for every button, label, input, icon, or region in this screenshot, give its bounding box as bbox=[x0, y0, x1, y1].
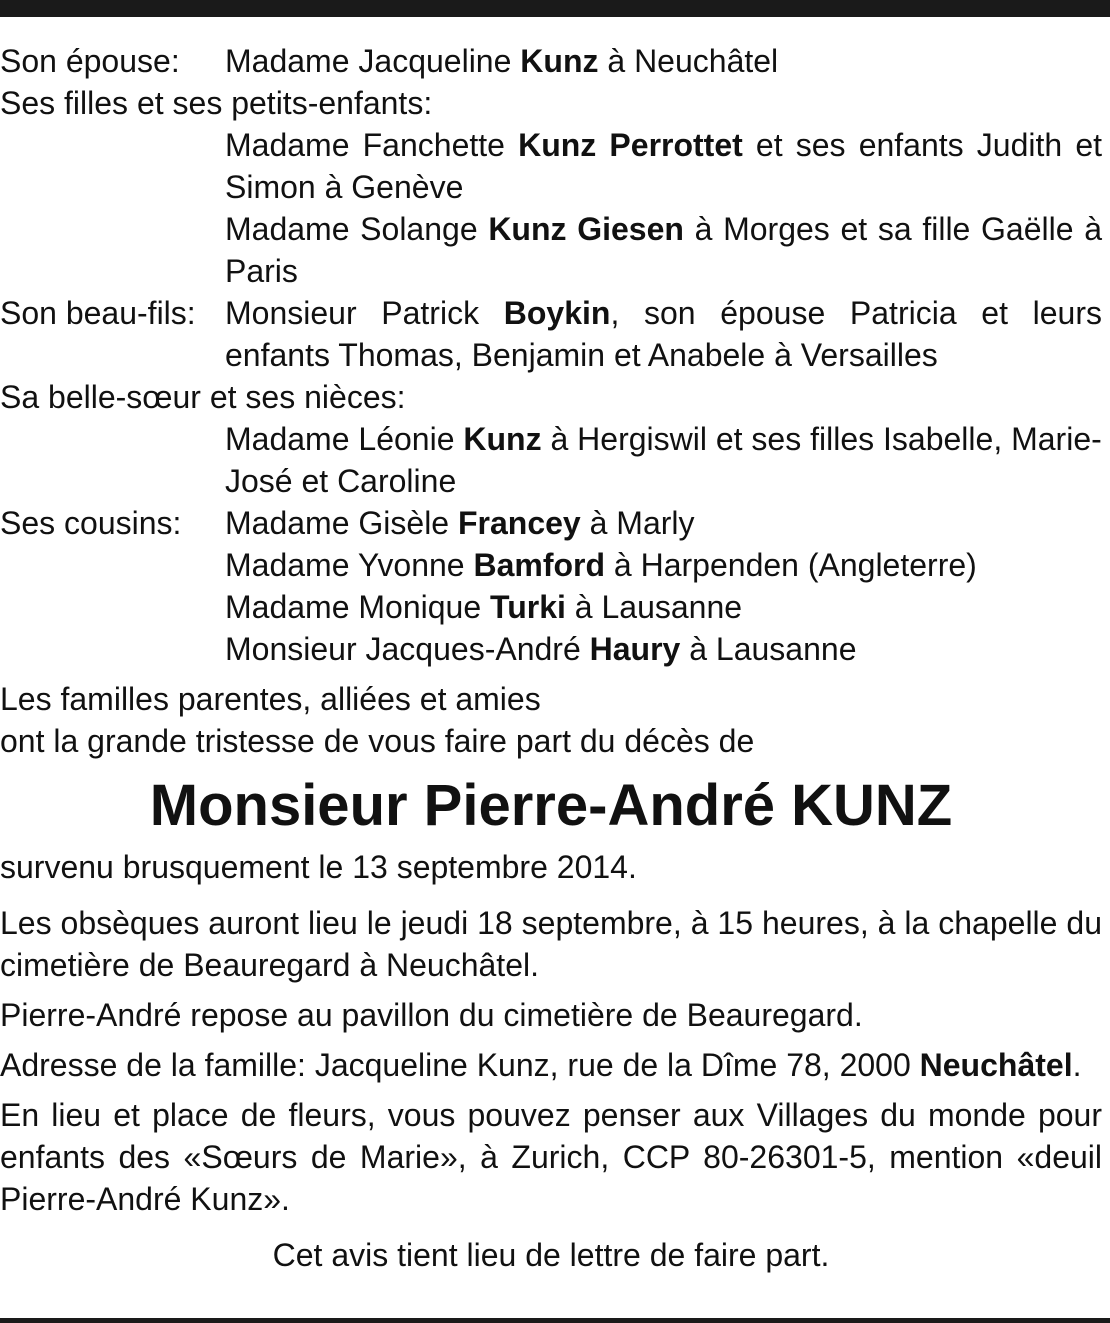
city: Neuchâtel bbox=[919, 1047, 1073, 1083]
bottom-rule bbox=[0, 1318, 1110, 1323]
surname: Haury bbox=[589, 631, 681, 667]
stepson-label: Son beau-fils: bbox=[0, 295, 196, 331]
surname: Kunz bbox=[520, 43, 599, 79]
cousins-list bbox=[225, 502, 1102, 670]
surname: Bamford bbox=[473, 547, 606, 583]
footer-note: Cet avis tient lieu de lettre de faire part. bbox=[272, 1237, 830, 1273]
stepson-row bbox=[0, 292, 1102, 376]
families-line-1: Les familles parentes, alliées et amies bbox=[0, 681, 541, 717]
stepson-entry: Monsieur Patrick Boykin, son épouse Patricia et leurs enfants Thomas, Benjamin et Anabele à Versailles bbox=[225, 295, 1103, 373]
daughter-entry: Madame Fanchette Kunz Perrottet et ses enfants Judith et Simon à Genève bbox=[225, 127, 1103, 205]
cousin-entry: Madame Gisèle Francey à Marly bbox=[225, 505, 695, 541]
deceased-name: Monsieur Pierre-André KUNZ bbox=[149, 773, 953, 838]
top-rule bbox=[0, 0, 1110, 17]
spouse-entry: Madame Jacqueline Kunz à Neuchâtel bbox=[225, 43, 779, 79]
surname: Kunz bbox=[463, 421, 542, 457]
surname: Turki bbox=[490, 589, 566, 625]
obituary-notice bbox=[0, 40, 1102, 1276]
cousin-entry: Monsieur Jacques-André Haury à Lausanne bbox=[225, 631, 857, 667]
spouse-label: Son épouse: bbox=[0, 43, 180, 79]
flowers-paragraph: En lieu et place de fleurs, vous pouvez penser aux Villages du monde pour enfants des «Sœurs de Marie», à Zurich, CCP 80-26301-5, mention «deuil Pierre-André Kunz». bbox=[0, 1097, 1102, 1217]
cousins-row bbox=[0, 502, 1102, 670]
rest-paragraph: Pierre-André repose au pavillon du cimetière de Beauregard. bbox=[0, 997, 863, 1033]
surname: Boykin bbox=[503, 295, 611, 331]
date-paragraph: survenu brusquement le 13 septembre 2014. bbox=[0, 849, 637, 885]
daughter-entry: Madame Solange Kunz Giesen à Morges et sa fille Gaëlle à Paris bbox=[225, 211, 1103, 289]
address-paragraph: Adresse de la famille: Jacqueline Kunz, rue de la Dîme 78, 2000 Neuchâtel. bbox=[0, 1047, 1082, 1083]
cousin-entry: Madame Yvonne Bamford à Harpenden (Angleterre) bbox=[225, 547, 977, 583]
surname: Kunz Perrottet bbox=[518, 127, 743, 163]
funeral-paragraph: Les obsèques auront lieu le jeudi 18 septembre, à 15 heures, à la chapelle du cimetière de Beauregard à Neuchâtel. bbox=[0, 905, 1102, 983]
surname: Kunz Giesen bbox=[488, 211, 684, 247]
sister-in-law-header: Sa belle-sœur et ses nièces: bbox=[0, 379, 406, 415]
daughters-header: Ses filles et ses petits-enfants: bbox=[0, 85, 433, 121]
families-line-2: ont la grande tristesse de vous faire part du décès de bbox=[0, 723, 755, 759]
sister-in-law-entry: Madame Léonie Kunz à Hergiswil et ses filles Isabelle, Marie-José et Caroline bbox=[225, 421, 1102, 499]
cousin-entry: Madame Monique Turki à Lausanne bbox=[225, 589, 743, 625]
spouse-row bbox=[0, 40, 1102, 82]
cousins-label: Ses cousins: bbox=[0, 505, 182, 541]
surname: Francey bbox=[457, 505, 581, 541]
